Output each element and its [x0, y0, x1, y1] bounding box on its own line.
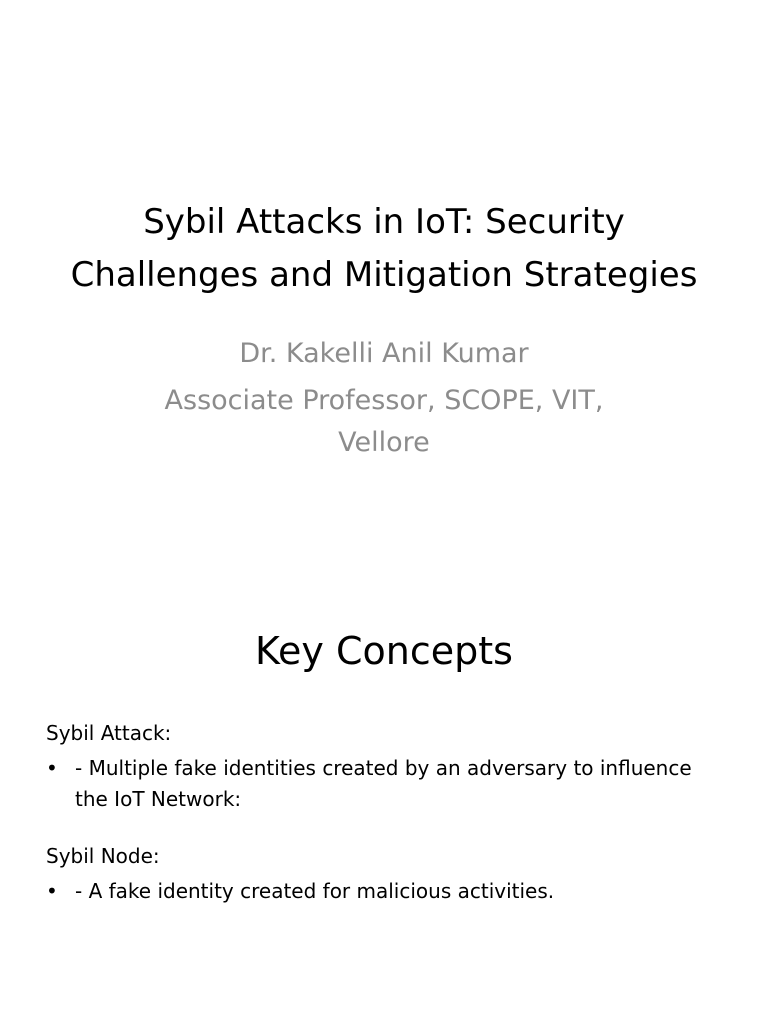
slide-title	[40, 196, 728, 302]
bullet-list	[46, 876, 726, 907]
concept-label: Sybil Node:	[46, 844, 160, 868]
bullet-icon: •	[46, 756, 58, 780]
bullet-icon: •	[46, 879, 58, 903]
slide-heading: Key Concepts	[255, 629, 513, 673]
affiliation-line-2: Vellore	[338, 427, 430, 458]
slide-title-line-2: Challenges and Mitigation Strategies	[70, 255, 698, 295]
concept-label: Sybil Attack:	[46, 721, 172, 745]
bullet-text: - A fake identity created for malicious activities.	[75, 879, 555, 903]
author-affiliation	[140, 380, 628, 464]
affiliation-line-1: Associate Professor, SCOPE, VIT,	[164, 385, 604, 416]
slide-content	[46, 718, 726, 907]
slide-subtitle	[140, 333, 628, 464]
slide-title-line-1: Sybil Attacks in IoT: Security	[143, 202, 625, 242]
author-name: Dr. Kakelli Anil Kumar	[239, 338, 529, 369]
bullet-text: - Multiple fake identities created by an adversary to influence the IoT Network:	[75, 756, 692, 811]
concept-section-sybil-attack	[46, 718, 726, 815]
bullet-list	[46, 753, 726, 815]
bullet-item	[46, 753, 726, 815]
bullet-item	[46, 876, 726, 907]
key-concepts-slide	[0, 576, 768, 1024]
concept-section-sybil-node	[46, 841, 726, 907]
